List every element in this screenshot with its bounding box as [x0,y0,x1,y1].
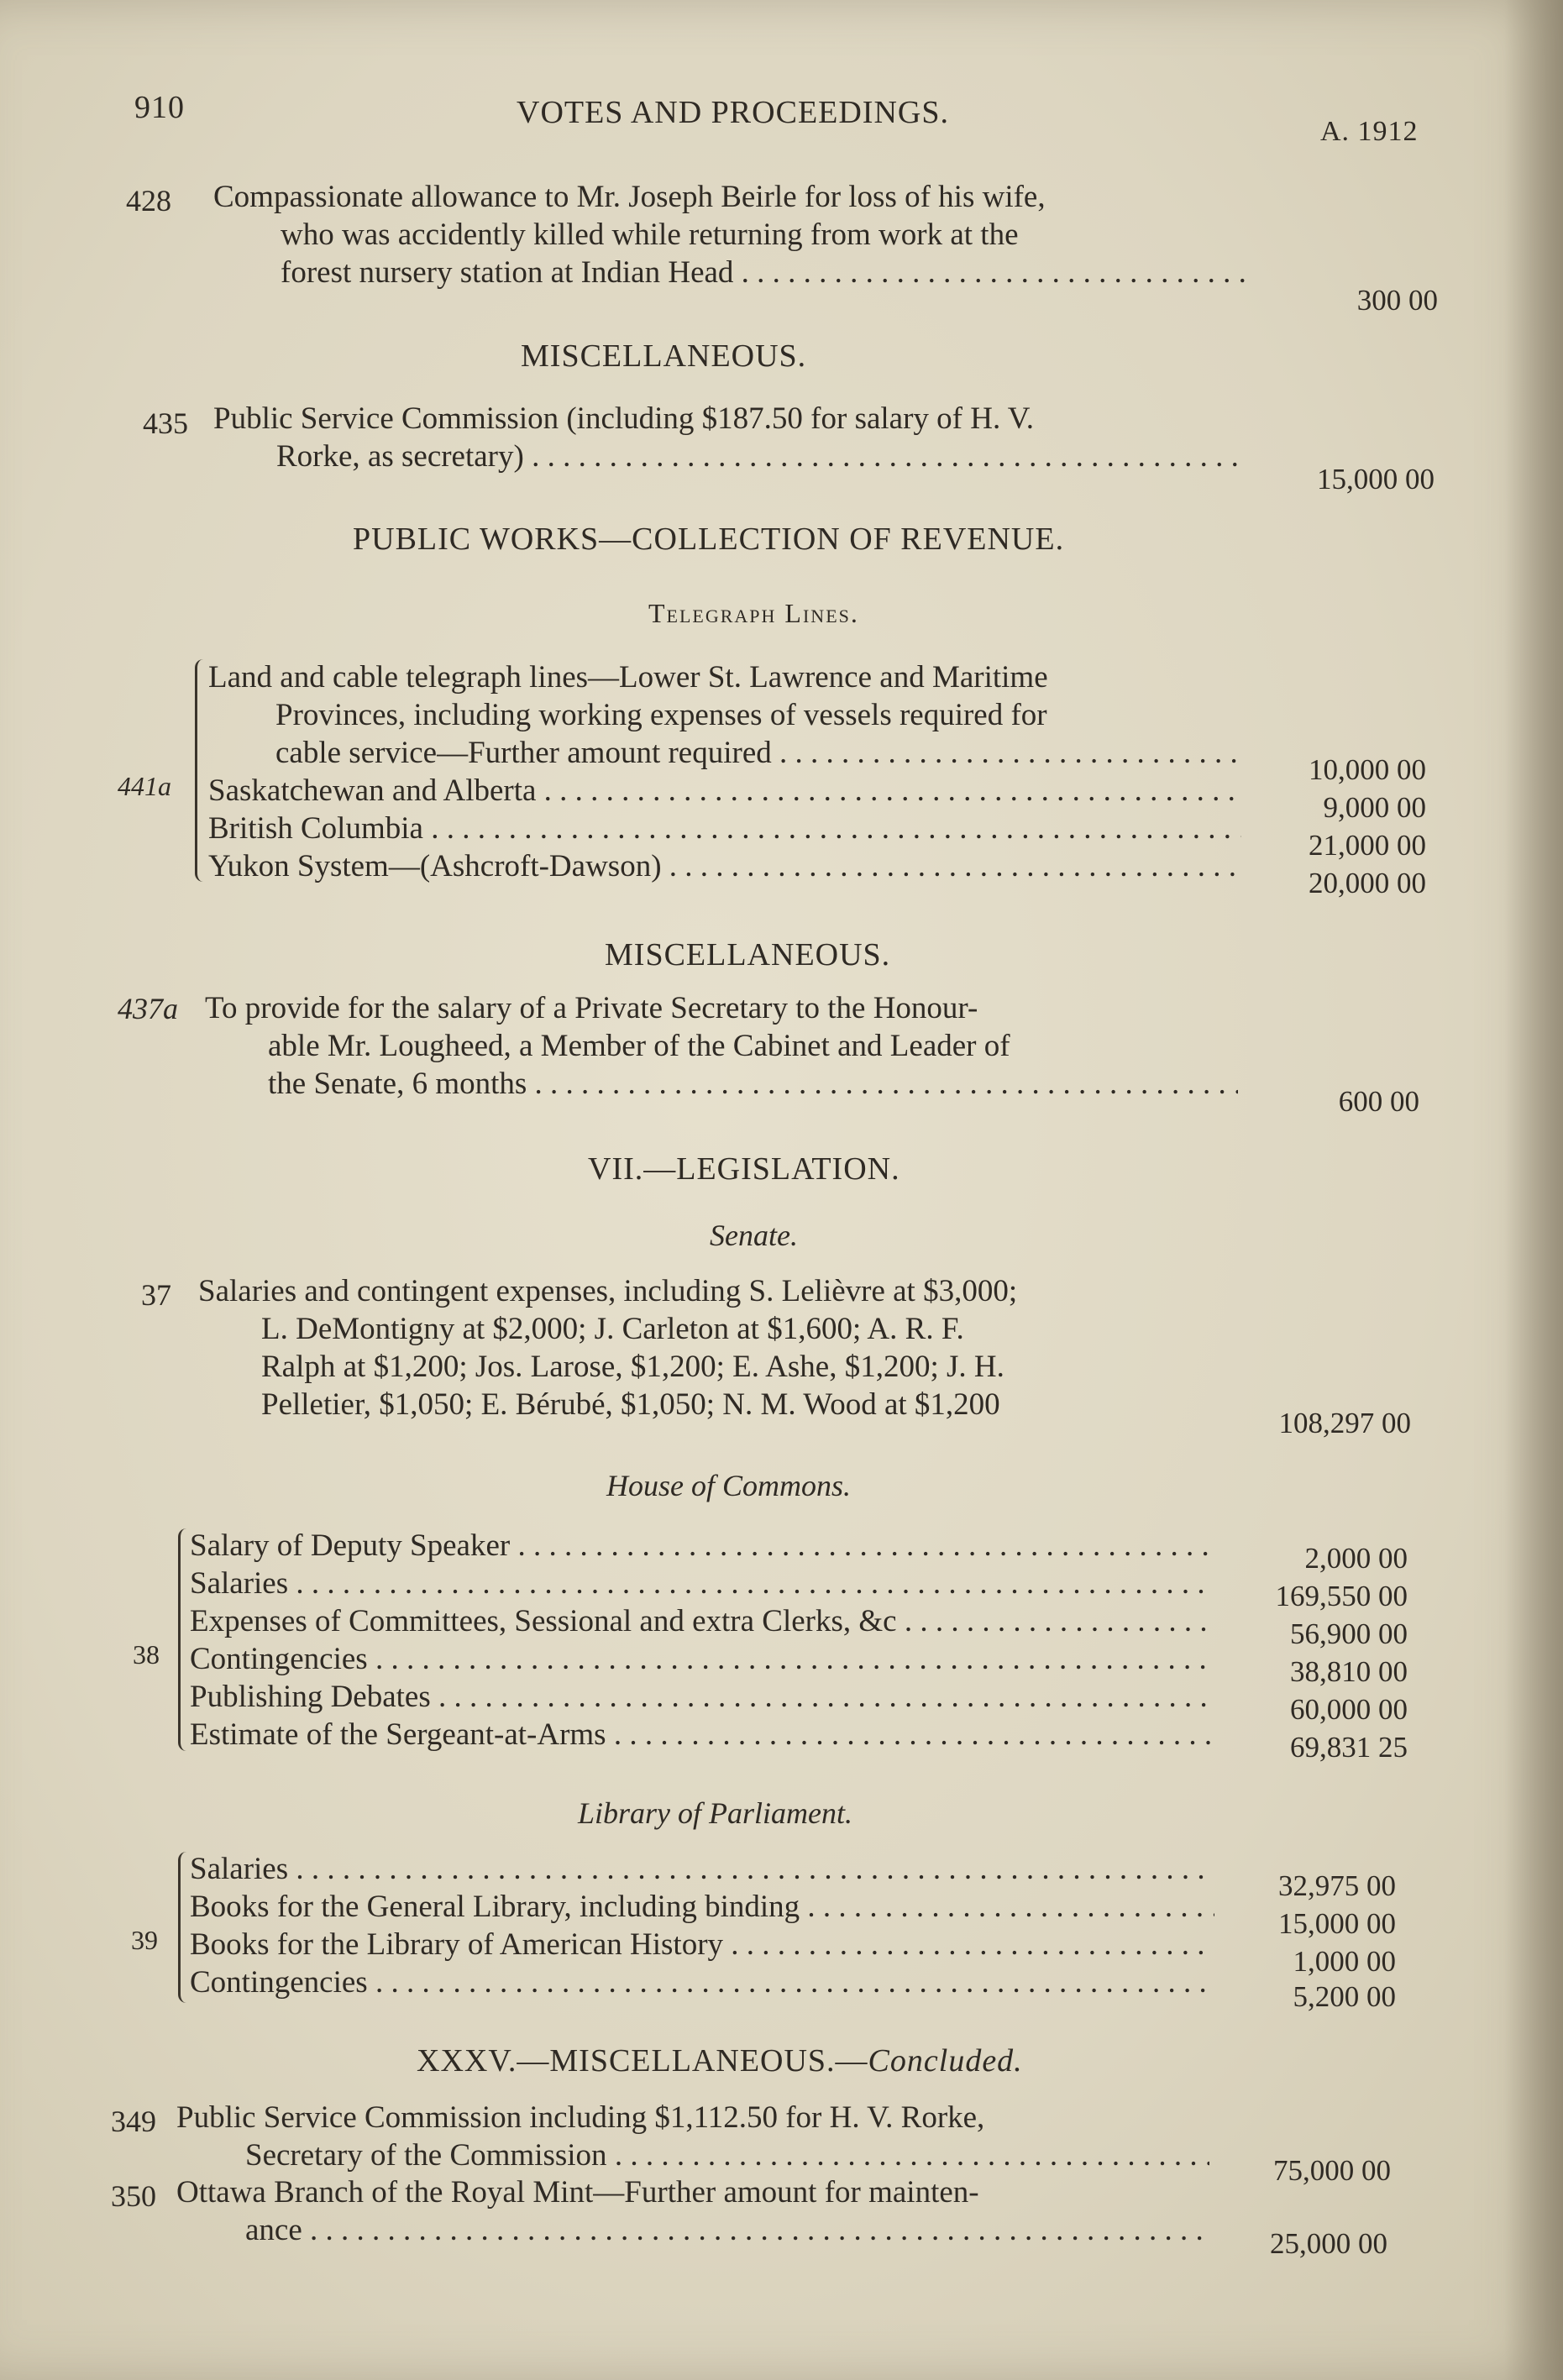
section-heading-text: XXXV.—MISCELLANEOUS.— [417,2043,868,2079]
group-number: 39 [131,1925,158,1955]
entry-line-text: ance [245,2213,302,2247]
library-items [190,1850,1214,2001]
entry-line: Compassionate allowance to Mr. Joseph Beirle for loss of his wife, [213,180,1046,214]
entry-amount: 9,000 00 [1323,791,1426,824]
entry-amount: 21,000 00 [1309,829,1426,862]
entry-line [176,2211,1209,2249]
entry-line-text: Rorke, as secretary) [276,439,524,474]
section-heading: MISCELLANEOUS. [521,338,807,374]
entry-amount: 2,000 00 [1304,1542,1408,1575]
entry-line: Land and cable telegraph lines—Lower St. Lawrence and Maritime [208,660,1048,695]
entry-line: Public Service Commission including $1,112.50 for H. V. Rorke, [176,2100,985,2135]
entry-line-text: forest nursery station at Indian Head [281,255,734,290]
section-heading: VII.—LEGISLATION. [588,1151,900,1187]
subsection-heading: House of Commons. [606,1469,852,1502]
entry-line-text: Publishing Debates [190,1680,431,1714]
entry-line [190,1602,1214,1640]
entry-amount: 75,000 00 [1273,2154,1391,2187]
entry-number: 350 [111,2179,156,2213]
section-heading: PUBLIC WORKS—COLLECTION OF REVENUE. [353,522,1065,557]
entry-line-text: Salary of Deputy Speaker [190,1528,511,1563]
group-brace [195,659,207,882]
entry-line [208,772,1241,810]
entry-number: 428 [126,184,171,218]
entry-amount: 20,000 00 [1309,867,1426,899]
entry-line [190,1716,1214,1754]
entry-line [208,847,1241,885]
entry-amount: 69,831 25 [1290,1731,1408,1764]
entry-437a-text [205,989,1238,1103]
entry-line-text: Secretary of the Commission [245,2138,607,2173]
commons-items [190,1527,1214,1754]
telegraph-items [208,658,1241,885]
entry-line: Pelletier, $1,050; E. Bérubé, $1,050; N. M. Wood at $1,200 [261,1387,1000,1422]
entry-line-text: Salaries [190,1852,289,1886]
entry-line [190,1678,1214,1716]
entry-number: 435 [143,406,188,440]
entry-amount: 108,297 00 [1278,1407,1411,1439]
entry-amount: 60,000 00 [1290,1693,1408,1726]
entry-amount: 300 00 [1356,284,1438,317]
entry-amount: 15,000 00 [1317,463,1434,495]
entry-line: To provide for the salary of a Private Secretary to the Honour- [205,991,978,1025]
entry-line [213,254,1246,291]
entry-line-text: Yukon System—(Ashcroft-Dawson) [208,849,662,883]
entry-amount: 169,550 00 [1275,1580,1408,1612]
entry-line [176,2136,1209,2174]
subsection-heading: Telegraph Lines. [648,598,859,628]
entry-line-text: Books for the Library of American History [190,1927,724,1962]
entry-349-text [176,2099,1209,2174]
entry-amount: 5,200 00 [1293,1980,1396,2013]
page-number: 910 [134,90,185,125]
entry-amount: 1,000 00 [1293,1945,1396,1978]
entry-amount: 32,975 00 [1278,1869,1396,1902]
entry-line [190,1888,1214,1926]
entry-line [208,810,1241,847]
entry-amount: 15,000 00 [1278,1907,1396,1940]
section-heading-italic: Concluded. [868,2043,1023,2079]
entry-amount: 38,810 00 [1290,1655,1408,1688]
group-number: 38 [133,1639,160,1670]
entry-line: Public Service Commission (including $187.50 for salary of H. V. [213,401,1034,436]
entry-line: Ralph at $1,200; Jos. Larose, $1,200; E. Ashe, $1,200; J. H. [261,1350,1004,1384]
entry-line-text: the Senate, 6 months [268,1067,527,1101]
entry-350-text [176,2173,1209,2249]
page-edge-shadow [1504,0,1563,2380]
entry-amount: 25,000 00 [1270,2227,1387,2260]
section-heading [417,2042,1023,2079]
entry-line [190,1926,1214,1963]
group-number: 441a [118,771,171,801]
entry-amount: 56,900 00 [1290,1617,1408,1650]
entry-line: Provinces, including working expenses of vessels required for [275,698,1047,732]
entry-line [190,1963,1214,2001]
entry-line-text: Contingencies [190,1965,368,2000]
subsection-heading: Library of Parliament. [578,1796,853,1830]
entry-number: 349 [111,2105,156,2138]
entry-line: who was accidently killed while returning from work at the [281,218,1019,252]
subsection-heading: Senate. [710,1219,798,1252]
entry-amount: 10,000 00 [1309,753,1426,786]
entry-number: 37 [141,1278,171,1312]
entry-line-text: Contingencies [190,1642,368,1676]
entry-line-text: Estimate of the Sergeant-at-Arms [190,1717,606,1752]
entry-435-text [213,400,1246,475]
entry-line-text: Salaries [190,1566,289,1601]
entry-line-text: Expenses of Committees, Sessional and extra Clerks, &c [190,1604,897,1638]
entry-line-text: Books for the General Library, including binding [190,1890,800,1924]
entry-line [213,438,1246,475]
entry-line-text: cable service—Further amount required [275,736,772,770]
running-title: VOTES AND PROCEEDINGS. [517,95,949,130]
entry-line: Ottawa Branch of the Royal Mint—Further amount for mainten- [176,2175,979,2210]
entry-line [190,1565,1214,1602]
entry-amount: 600 00 [1338,1085,1419,1118]
group-brace [178,1528,191,1751]
section-heading: MISCELLANEOUS. [605,937,891,972]
entry-line: L. DeMontigny at $2,000; J. Carleton at $1,600; A. R. F. [261,1312,964,1346]
entry-line [205,1065,1238,1103]
entry-428-text [213,178,1246,291]
session-year: A. 1912 [1320,116,1419,147]
entry-line [190,1850,1214,1888]
entry-line: Salaries and contingent expenses, including S. Lelièvre at $3,000; [198,1274,1018,1308]
entry-number: 437a [118,992,178,1025]
group-brace [178,1852,191,2003]
entry-line [190,1640,1214,1678]
entry-line-text: Saskatchewan and Alberta [208,773,537,808]
entry-line [190,1527,1214,1565]
entry-line: able Mr. Lougheed, a Member of the Cabinet and Leader of [268,1029,1010,1063]
entry-line-text: British Columbia [208,811,423,846]
entry-line [208,734,1241,772]
senate-text [198,1272,1231,1423]
